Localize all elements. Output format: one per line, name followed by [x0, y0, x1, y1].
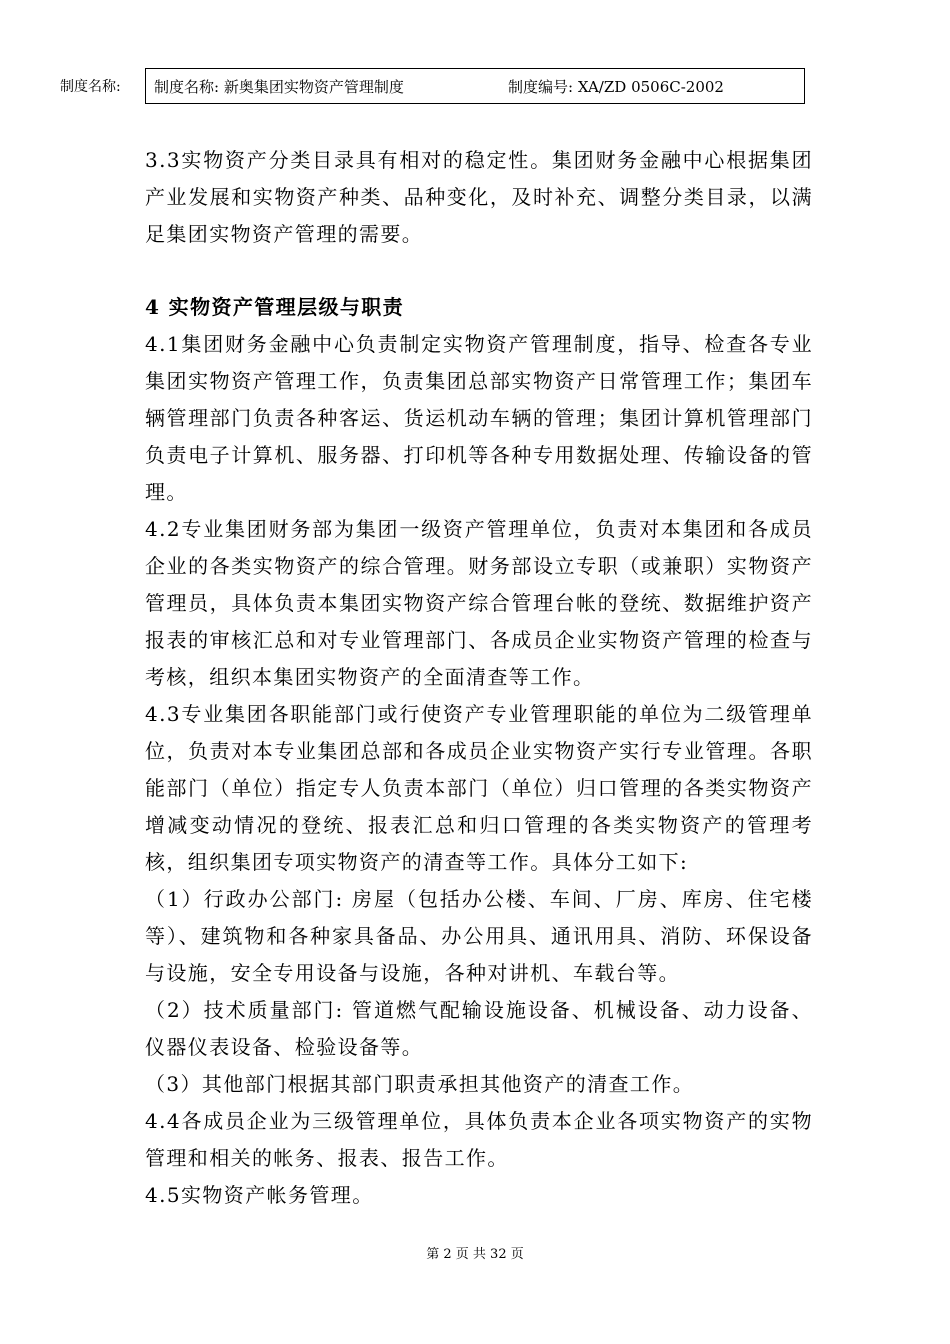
section-heading: 4 实物资产管理层级与职责: [145, 295, 405, 319]
paragraph-item-2: （2）技术质量部门: 管道燃气配输设施设备、机械设备、动力设备、仪器仪表设备、检验设备等。: [145, 998, 813, 1059]
paragraph-4-3: 4.3专业集团各职能部门或行使资产专业管理职能的单位为二级管理单位，负责对本专业集团总部和各成员企业实物资产实行专业管理。各职能部门（单位）指定专人负责本部门（单位）归口管理的各类实物资产增减变动情况的登统、报表汇总和归口管理的各类实物资产的管理考核，组织集团专项实物资产的清查等工作。具体分工如下:: [145, 702, 813, 874]
paragraph-4-1: 4.1集团财务金融中心负责制定实物资产管理制度，指导、检查各专业集团实物资产管理工作，负责集团总部实物资产日常管理工作；集团车辆管理部门负责各种客运、货运机动车辆的管理；集团计算机管理部门负责电子计算机、服务器、打印机等各种专用数据处理、传输设备的管理。: [145, 332, 813, 504]
paragraph-item-1: （1）行政办公部门: 房屋（包括办公楼、车间、厂房、库房、住宅楼等）、建筑物和各种家具备品、办公用具、通讯用具、消防、环保设备与设施，安全专用设备与设施，各种对讲机、车载台等。: [145, 887, 813, 985]
header-box: [145, 68, 805, 104]
paragraph-4-4: 4.4各成员企业为三级管理单位，具体负责本企业各项实物资产的实物管理和相关的帐务、报表、报告工作。: [145, 1109, 813, 1170]
paragraph-3-3: 3.3实物资产分类目录具有相对的稳定性。集团财务金融中心根据集团产业发展和实物资产种类、品种变化，及时补充、调整分类目录，以满足集团实物资产管理的需要。: [145, 148, 813, 246]
header-left-label: 制度名称:: [60, 79, 121, 95]
header-document-name: 制度名称: 新奥集团实物资产管理制度: [154, 78, 404, 96]
page-footer: 第 2 页 共 32 页: [426, 1247, 524, 1262]
paragraph-item-3: （3）其他部门根据其部门职责承担其他资产的清查工作。: [145, 1072, 695, 1096]
paragraph-4-2: 4.2专业集团财务部为集团一级资产管理单位，负责对本集团和各成员企业的各类实物资产的综合管理。财务部设立专职（或兼职）实物资产管理员，具体负责本集团实物资产综合管理台帐的登统、数据维护资产报表的审核汇总和对专业管理部门、各成员企业实物资产管理的检查与考核，组织本集团实物资产的全面清查等工作。: [145, 517, 813, 689]
header-document-code: 制度编号: XA/ZD 0506C-2002: [508, 78, 724, 96]
paragraph-4-5: 4.5实物资产帐务管理。: [145, 1183, 374, 1207]
document-body: [145, 142, 813, 1214]
